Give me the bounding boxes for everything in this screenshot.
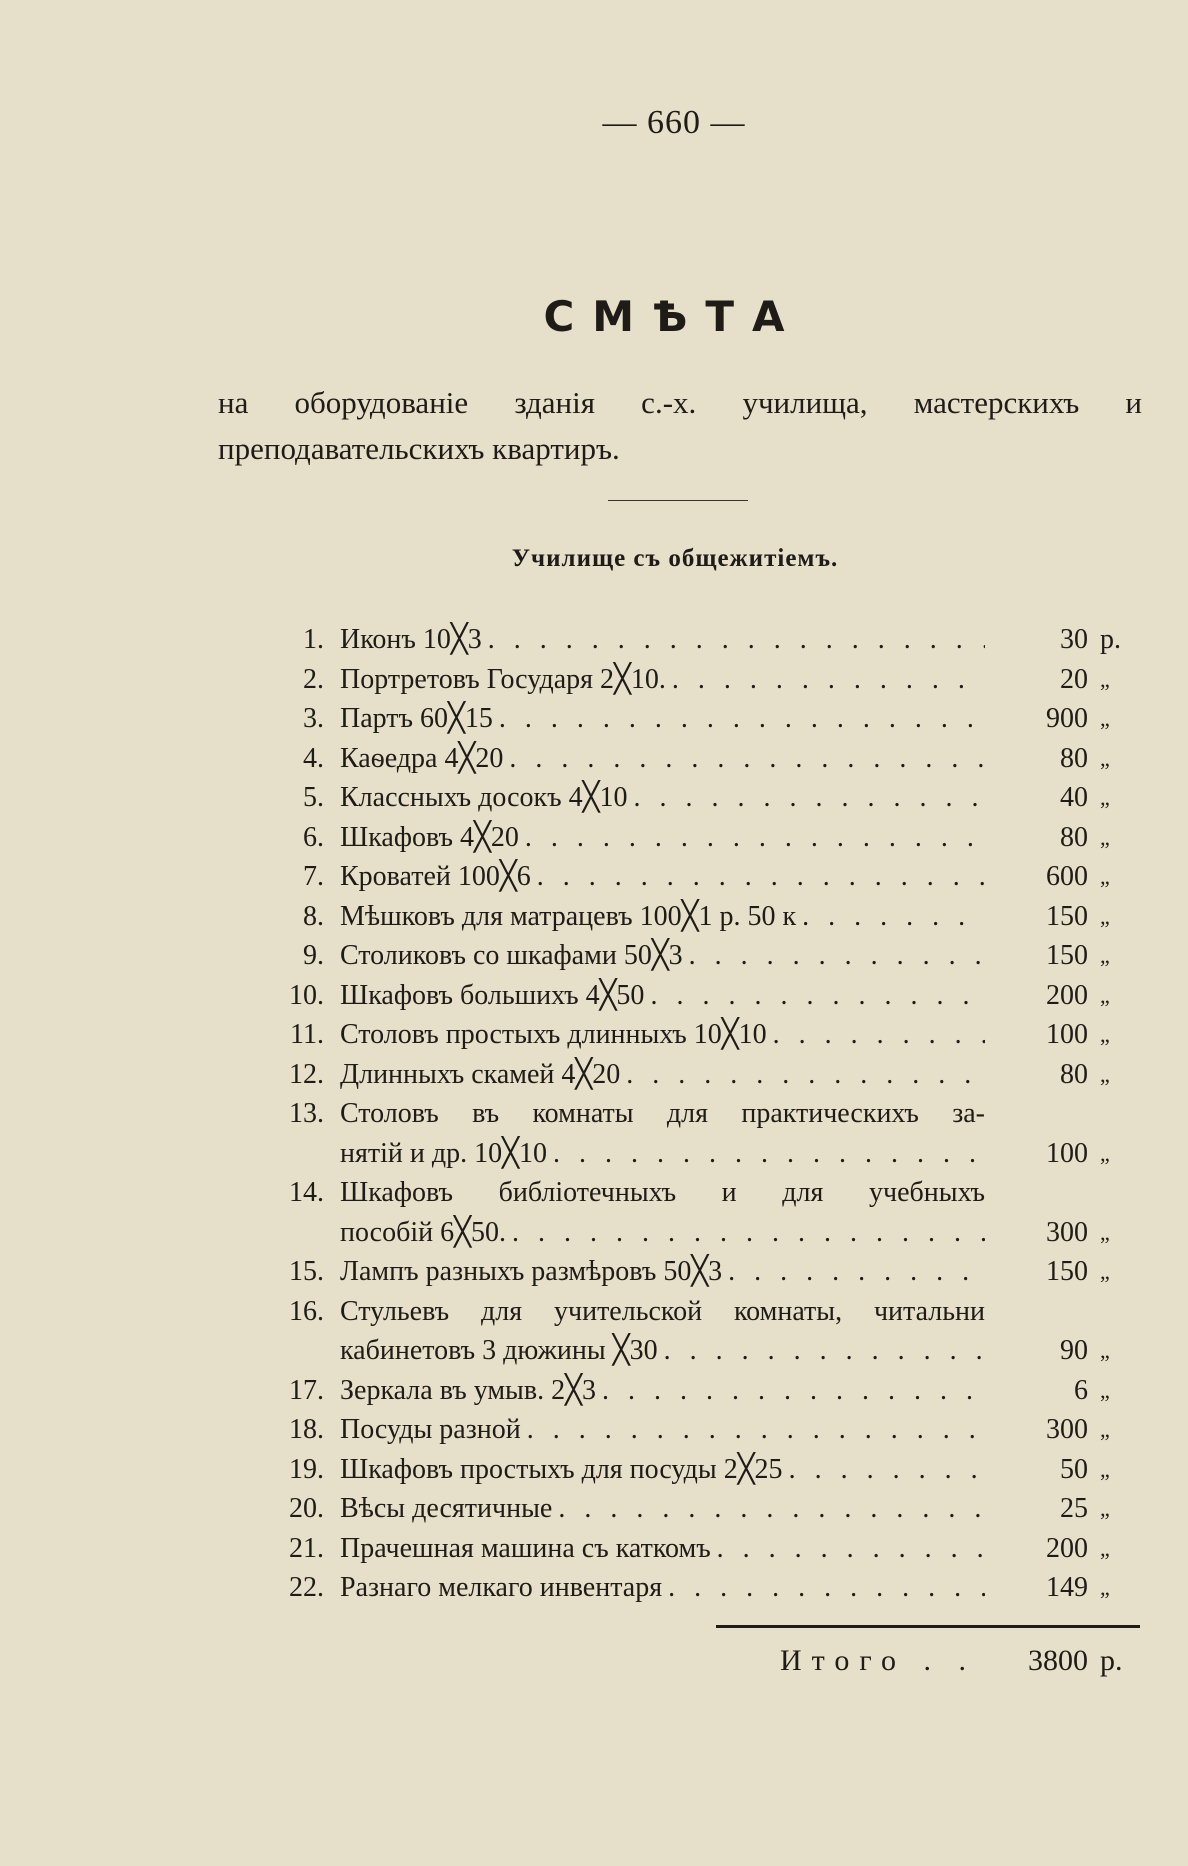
item-description-line: Стульевъ для учительской комнаты, читальни — [340, 1295, 985, 1327]
estimate-item — [0, 1094, 1188, 1173]
dot-leader — [802, 897, 985, 937]
estimate-item — [0, 976, 1188, 1016]
item-amount: 25 — [1060, 1493, 1088, 1524]
estimate-item — [0, 857, 1188, 897]
item-amount: 90 — [1060, 1335, 1088, 1366]
item-description — [340, 660, 985, 700]
item-amount: 6 — [1074, 1374, 1088, 1406]
item-amount: 30 — [1060, 624, 1088, 655]
estimate-item — [0, 1529, 1188, 1569]
dot-leader — [558, 1489, 985, 1529]
estimate-item — [0, 1568, 1188, 1608]
estimate-item — [0, 739, 1188, 779]
item-unit: „ — [1100, 1496, 1110, 1521]
item-text: Зеркала въ умыв. 2╳3 — [340, 1374, 596, 1406]
item-text: Каѳедра 4╳20 — [340, 742, 504, 774]
item-amount: 150 — [1046, 1256, 1088, 1287]
estimate-item — [0, 1292, 1188, 1371]
item-unit: „ — [1100, 1338, 1110, 1363]
item-unit: „ — [1100, 1140, 1110, 1166]
item-text: Разнаго мелкаго инвентаря — [340, 1572, 663, 1603]
estimate-item — [0, 1055, 1188, 1095]
item-description — [340, 1450, 985, 1490]
item-text: Мѣшковъ для матрацевъ 100╳1 р. 50 к — [340, 900, 797, 932]
item-description — [340, 897, 985, 937]
item-unit: р. — [1100, 624, 1121, 655]
item-unit: „ — [1100, 824, 1110, 850]
dot-leader — [773, 1015, 985, 1055]
item-description — [340, 1173, 985, 1252]
item-unit: „ — [1100, 1377, 1110, 1403]
item-text: Портретовъ Государя 2╳10. — [340, 663, 666, 695]
item-text: Столовъ простыхъ длинныхъ 10╳10 — [340, 1019, 767, 1050]
item-number: 10. — [289, 979, 324, 1011]
page-number: — 660 — — [602, 104, 746, 141]
item-description-line: Шкафовъ библіотечныхъ и для учебныхъ — [340, 1177, 985, 1208]
dot-leader — [789, 1450, 985, 1490]
total-label: Итого . . — [780, 1644, 976, 1677]
item-text: Иконъ 10╳3 — [340, 624, 482, 655]
document-title: СМѢТА — [543, 292, 803, 341]
item-description — [340, 1410, 985, 1450]
item-number: 13. — [289, 1098, 324, 1129]
estimate-item — [0, 1410, 1188, 1450]
item-number: 18. — [289, 1414, 324, 1445]
item-unit: „ — [1100, 785, 1110, 810]
section-heading: Училище съ общежитіемъ. — [511, 545, 839, 572]
item-unit: „ — [1100, 864, 1110, 889]
item-unit: „ — [1100, 1417, 1110, 1442]
item-number: 3. — [303, 703, 324, 734]
dot-leader — [527, 1410, 985, 1450]
dot-leader — [664, 1331, 985, 1371]
item-description — [340, 1094, 985, 1173]
dot-leader — [626, 1055, 985, 1095]
item-unit: „ — [1100, 943, 1110, 968]
item-amount: 40 — [1060, 782, 1088, 813]
item-amount: 150 — [1046, 940, 1088, 971]
dot-leader — [668, 1568, 985, 1608]
dot-leader — [512, 1213, 985, 1253]
item-amount: 50 — [1060, 1453, 1088, 1485]
item-description — [340, 778, 985, 818]
item-unit: „ — [1100, 1575, 1110, 1600]
dot-leader — [537, 857, 985, 897]
item-amount: 80 — [1060, 742, 1088, 774]
item-description — [340, 976, 985, 1016]
item-amount: 900 — [1046, 703, 1088, 734]
item-text: Шкафовъ большихъ 4╳50 — [340, 979, 645, 1011]
item-text: Партъ 60╳15 — [340, 703, 493, 734]
item-number: 14. — [289, 1177, 324, 1208]
item-unit: „ — [1100, 982, 1110, 1008]
item-description — [340, 1529, 985, 1569]
item-description — [340, 739, 985, 779]
item-description — [340, 1015, 985, 1055]
item-amount: 20 — [1060, 663, 1088, 695]
dot-leader — [509, 739, 985, 779]
item-amount: 150 — [1046, 900, 1088, 932]
item-number: 4. — [303, 742, 324, 774]
item-number: 11. — [290, 1019, 324, 1050]
dot-leader — [553, 1134, 985, 1174]
item-amount: 200 — [1046, 1532, 1088, 1564]
item-description — [340, 699, 985, 739]
dot-leader — [499, 699, 985, 739]
item-number: 5. — [303, 782, 324, 813]
estimate-item — [0, 1489, 1188, 1529]
dot-leader — [633, 778, 985, 818]
estimate-item — [0, 620, 1188, 660]
estimate-item — [0, 1015, 1188, 1055]
item-description — [340, 1252, 985, 1292]
dot-leader — [650, 976, 985, 1016]
item-amount: 200 — [1046, 979, 1088, 1011]
total-unit: р. — [1100, 1644, 1123, 1677]
item-text: Классныхъ досокъ 4╳10 — [340, 782, 628, 813]
item-unit: „ — [1100, 1456, 1110, 1482]
estimate-item — [0, 1450, 1188, 1490]
item-unit: „ — [1100, 666, 1110, 692]
item-unit: „ — [1100, 1219, 1110, 1245]
item-description — [340, 1568, 985, 1608]
item-description — [340, 620, 985, 660]
item-amount: 100 — [1046, 1137, 1088, 1169]
item-description — [340, 1055, 985, 1095]
item-number: 22. — [289, 1572, 324, 1603]
dot-leader — [602, 1371, 985, 1411]
estimate-item — [0, 818, 1188, 858]
item-number: 1. — [303, 624, 324, 655]
item-text: Кроватей 100╳6 — [340, 861, 531, 892]
title-divider — [608, 500, 748, 501]
item-number: 9. — [303, 940, 324, 971]
item-text: Столиковъ со шкафами 50╳3 — [340, 940, 683, 971]
item-unit: „ — [1100, 1022, 1110, 1047]
dot-leader — [717, 1529, 985, 1569]
item-number: 16. — [289, 1295, 324, 1327]
item-unit: „ — [1100, 706, 1110, 731]
item-description — [340, 1292, 985, 1371]
dot-leader — [525, 818, 985, 858]
total-value: 3800 — [1028, 1644, 1088, 1677]
estimate-item — [0, 936, 1188, 976]
item-text: Длинныхъ скамей 4╳20 — [340, 1058, 621, 1090]
item-text: Шкафовъ 4╳20 — [340, 821, 519, 853]
item-description — [340, 1489, 985, 1529]
item-unit: „ — [1100, 745, 1110, 771]
item-amount: 100 — [1046, 1019, 1088, 1050]
item-number: 7. — [303, 861, 324, 892]
item-number: 2. — [303, 663, 324, 695]
item-unit: „ — [1100, 1535, 1110, 1561]
item-description — [340, 857, 985, 897]
item-number: 6. — [303, 821, 324, 853]
item-number: 12. — [289, 1058, 324, 1090]
item-amount: 300 — [1046, 1414, 1088, 1445]
estimate-item — [0, 778, 1188, 818]
item-unit: „ — [1100, 1061, 1110, 1087]
item-amount: 149 — [1046, 1572, 1088, 1603]
item-description — [340, 936, 985, 976]
item-text: Вѣсы десятичные — [340, 1493, 553, 1524]
item-number: 17. — [289, 1374, 324, 1406]
estimate-item — [0, 660, 1188, 700]
document-subtitle: на оборудованіе зданія с.-х. училища, мастерскихъ и преподавательскихъ квартиръ. — [218, 385, 1142, 466]
item-description-line: Столовъ въ комнаты для практическихъ за- — [340, 1098, 985, 1129]
item-number: 21. — [289, 1532, 324, 1564]
item-text: Прачешная машина съ каткомъ — [340, 1532, 711, 1564]
item-text: нятій и др. 10╳10 — [340, 1137, 547, 1169]
item-text: пособій 6╳50. — [340, 1216, 506, 1248]
dot-leader — [672, 660, 985, 700]
estimate-item — [0, 1173, 1188, 1252]
dot-leader — [488, 620, 985, 660]
item-amount: 600 — [1046, 861, 1088, 892]
estimate-list — [0, 620, 1188, 1608]
item-amount: 300 — [1046, 1216, 1088, 1248]
item-text: Лампъ разныхъ размѣровъ 50╳3 — [340, 1256, 723, 1287]
item-number: 20. — [289, 1493, 324, 1524]
item-description — [340, 1371, 985, 1411]
estimate-item — [0, 699, 1188, 739]
item-description — [340, 818, 985, 858]
item-amount: 80 — [1060, 821, 1088, 853]
item-amount: 80 — [1060, 1058, 1088, 1090]
dot-leader — [689, 936, 985, 976]
item-number: 15. — [289, 1256, 324, 1287]
estimate-item — [0, 1252, 1188, 1292]
item-text: Шкафовъ простыхъ для посуды 2╳25 — [340, 1453, 783, 1485]
item-text: Посуды разной — [340, 1414, 521, 1445]
item-unit: „ — [1100, 1259, 1110, 1284]
estimate-item — [0, 897, 1188, 937]
estimate-item — [0, 1371, 1188, 1411]
item-unit: „ — [1100, 903, 1110, 929]
dot-leader — [728, 1252, 985, 1292]
item-number: 8. — [303, 900, 324, 932]
total-rule — [716, 1625, 1140, 1628]
item-number: 19. — [289, 1453, 324, 1485]
item-text: кабинетовъ 3 дюжины ╳30 — [340, 1335, 658, 1366]
